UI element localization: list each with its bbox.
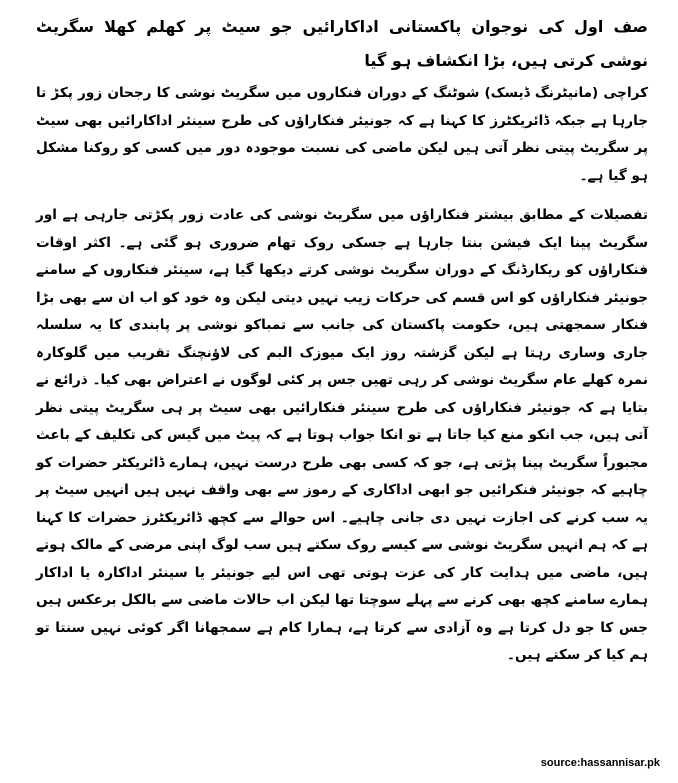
- headline: صف اول کی نوجوان پاکستانی اداکارائیں جو سیٹ پر کھلم کھلا سگریٹ نوشی کرتی ہیں، بڑا انکشاف ہو گیا: [36, 17, 648, 70]
- paragraph-details: تفصیلات کے مطابق بیشتر فنکاراؤں میں سگریٹ نوشی کی عادت زور پکڑتی جارہی ہے اور سگریٹ پینا ایک فیشن بنتا جارہا ہے جسکی روک تھام ضروری ہو گئی ہے۔ اکثر اوقات فنکاراؤں کو ریکارڈنگ کے دوران سگریٹ نوشی کرتے دیکھا گیا ہے، سینئر فنکاروں کے سامنے جونیئر فنکاراؤں کو اس قسم کی حرکات زیب نہیں دیتی لیکن وہ خود کو اب ان سے بھی بڑا فنکار سمجھتی ہیں، حکومت پاکستان کی جانب سے تمباکو نوشی پر پابندی کا یہ سلسلہ جاری وساری رہتا ہے لیکن گزشتہ روز ایک میوزک البم کی لاؤنچنگ تقریب میں گلوکارہ نمرہ کھلے عام سگریٹ نوشی کر رہی تھیں جس پر کئی لوگوں نے اعتراض بھی کیا۔ ذرائع نے بتایا ہے کہ جونیئر فنکاراؤں کی طرح سینئر فنکارائیں بھی سیٹ پر ہی سگریٹ پیتی نظر آتی ہیں، جب انکو منع کیا جاتا ہے تو انکا جواب ہوتا ہے کہ پیٹ میں گیس کی تکلیف کے باعث مجبوراً سگریٹ پینا پڑتی ہے، جو کہ کسی بھی طرح درست نہیں، ہمارے ڈائریکٹر حضرات کو چاہیے کہ جونیئر فنکرائیں جو ابھی اداکاری کے رموز سے بھی واقف نہیں ہیں انہیں سیٹ پر یہ سب کرنے کی اجازت نہیں دی جانی چاہیے۔ اس حوالے سے کچھ ڈائریکٹرز حضرات کا کہنا ہے کہ ہم انہیں سگریٹ نوشی سے کیسے روک سکتے ہیں سب لوگ اپنی مرضی کے مالک ہوتے ہیں، ماضی میں ہدایت کار کی عزت ہوتی تھی اس لیے جونیئر یا سینئر اداکارہ یا اداکار ہمارے سامنے کچھ بھی کرنے سے پہلے سوچتا تھا لیکن اب حالات ماضی سے بالکل برعکس ہیں جس کا جو دل کرتا ہے وہ آزادی سے کرتا ہے، ہمارا کام ہے سمجھانا اگر کوئی نہیں سنتا تو ہم کیا کر سکتے ہیں۔: [36, 207, 648, 663]
- article: [36, 10, 648, 670]
- paragraph-gap: [36, 190, 648, 202]
- source-credit: source:hassannisar.pk: [540, 757, 660, 769]
- paragraph-intro: کراچی (مانیٹرنگ ڈیسک) شوٹنگ کے دوران فنکاروں میں سگریٹ نوشی کا رجحان زور پکڑ تا جارہا ہے جبکہ ڈائریکٹرز کا کہنا ہے کہ جونیئر فنکاراؤں کی طرح سینئر اداکارائیں بھی سیٹ پر سگریٹ پیتی نظر آتی ہیں لیکن ماضی کی نسبت موجودہ دور میں کسی کو روکنا مشکل ہو گیا ہے۔: [36, 85, 648, 184]
